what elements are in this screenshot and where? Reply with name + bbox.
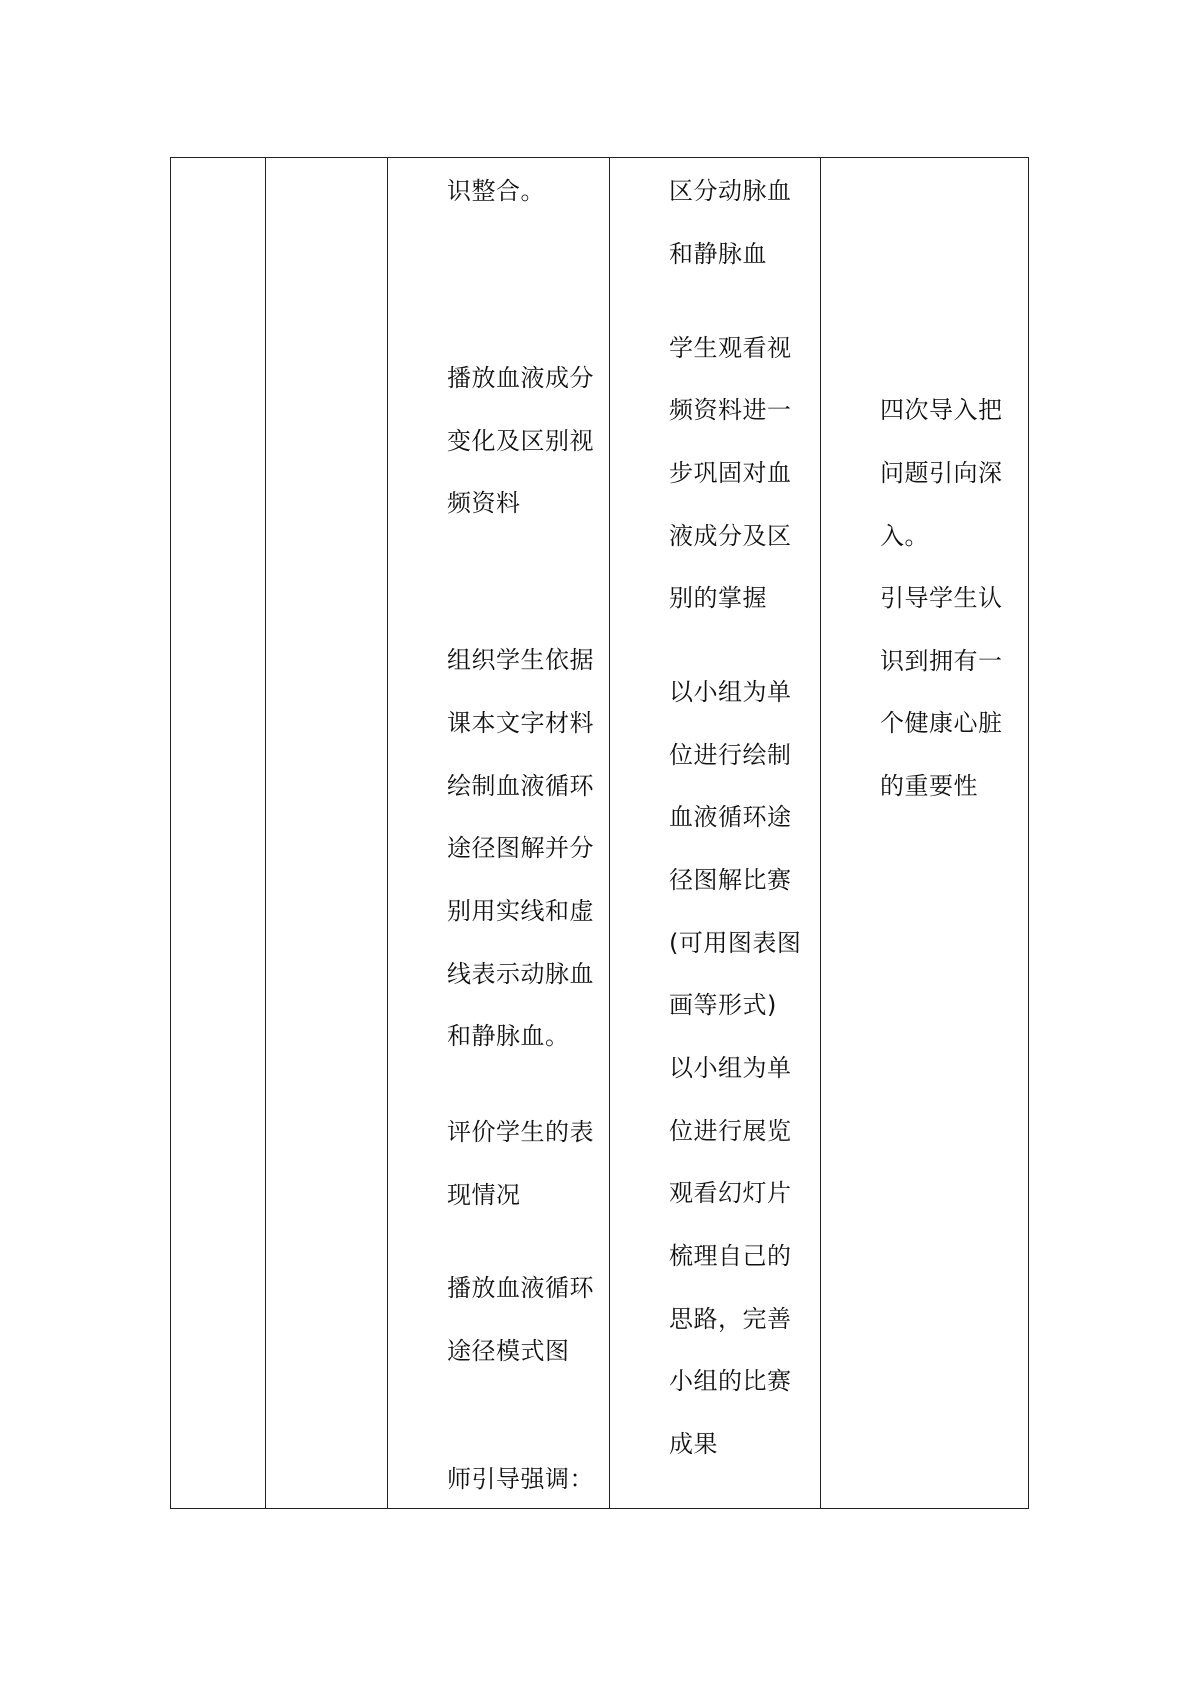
teacher-activity-line: 途径模式图: [447, 1337, 570, 1365]
teacher-activity-line: 现情况: [447, 1181, 521, 1209]
design-intent-line: 的重要性: [880, 772, 978, 800]
student-activity-line: 位进行绘制: [669, 741, 792, 769]
design-intent-line: 入。: [880, 522, 929, 550]
teacher-activity-line: 频资料: [447, 489, 521, 517]
lesson-table: [170, 157, 1029, 1509]
student-activity-line: 成果: [669, 1430, 718, 1458]
student-activity-line: 和静脉血: [669, 240, 767, 268]
teacher-activity-line: 评价学生的表: [447, 1118, 594, 1146]
teacher-activity-line: 组织学生依据: [447, 646, 594, 674]
column-divider-4: [820, 157, 821, 1509]
student-activity-line: 别的掌握: [669, 584, 767, 612]
student-activity-line: 径图解比赛: [669, 866, 792, 894]
student-activity-line: 梳理自己的: [669, 1242, 792, 1270]
student-activity-line: 液成分及区: [669, 522, 792, 550]
student-activity-line: 以小组为单: [669, 1054, 792, 1082]
teacher-activity-line: 别用实线和虚: [447, 897, 594, 925]
student-activity-line: (可用图表图: [669, 929, 802, 957]
teacher-activity-line: 线表示动脉血: [447, 960, 594, 988]
column-divider-2: [387, 157, 388, 1509]
teacher-activity-line: 途径图解并分: [447, 834, 594, 862]
student-activity-line: 思路，完善: [669, 1305, 792, 1333]
teacher-activity-line: 绘制血液循环: [447, 772, 594, 800]
design-intent-line: 引导学生认: [880, 584, 1003, 612]
student-activity-line: 观看幻灯片: [669, 1179, 792, 1207]
teacher-activity-line: 识整合。: [447, 177, 545, 205]
student-activity-line: 以小组为单: [669, 678, 792, 706]
teacher-activity-line: 播放血液成分: [447, 364, 594, 392]
student-activity-line: 学生观看视: [669, 334, 792, 362]
design-intent-line: 问题引向深: [880, 459, 1003, 487]
column-divider-1: [265, 157, 266, 1509]
teacher-activity-line: 和静脉血。: [447, 1022, 570, 1050]
student-activity-line: 频资料进一: [669, 396, 792, 424]
teacher-activity-line: 课本文字材料: [447, 709, 594, 737]
student-activity-line: 位进行展览: [669, 1117, 792, 1145]
design-intent-line: 识到拥有一: [880, 647, 1003, 675]
design-intent-line: 个健康心脏: [880, 709, 1003, 737]
teacher-activity-line: 变化及区别视: [447, 427, 594, 455]
student-activity-line: 小组的比赛: [669, 1367, 792, 1395]
column-divider-3: [609, 157, 610, 1509]
student-activity-line: 画等形式): [669, 991, 777, 1019]
student-activity-line: 血液循环途: [669, 803, 792, 831]
student-activity-line: 区分动脉血: [669, 177, 792, 205]
design-intent-line: 四次导入把: [880, 396, 1003, 424]
teacher-activity-line: 师引导强调：: [447, 1465, 594, 1493]
teacher-activity-line: 播放血液循环: [447, 1274, 594, 1302]
student-activity-line: 步巩固对血: [669, 459, 792, 487]
